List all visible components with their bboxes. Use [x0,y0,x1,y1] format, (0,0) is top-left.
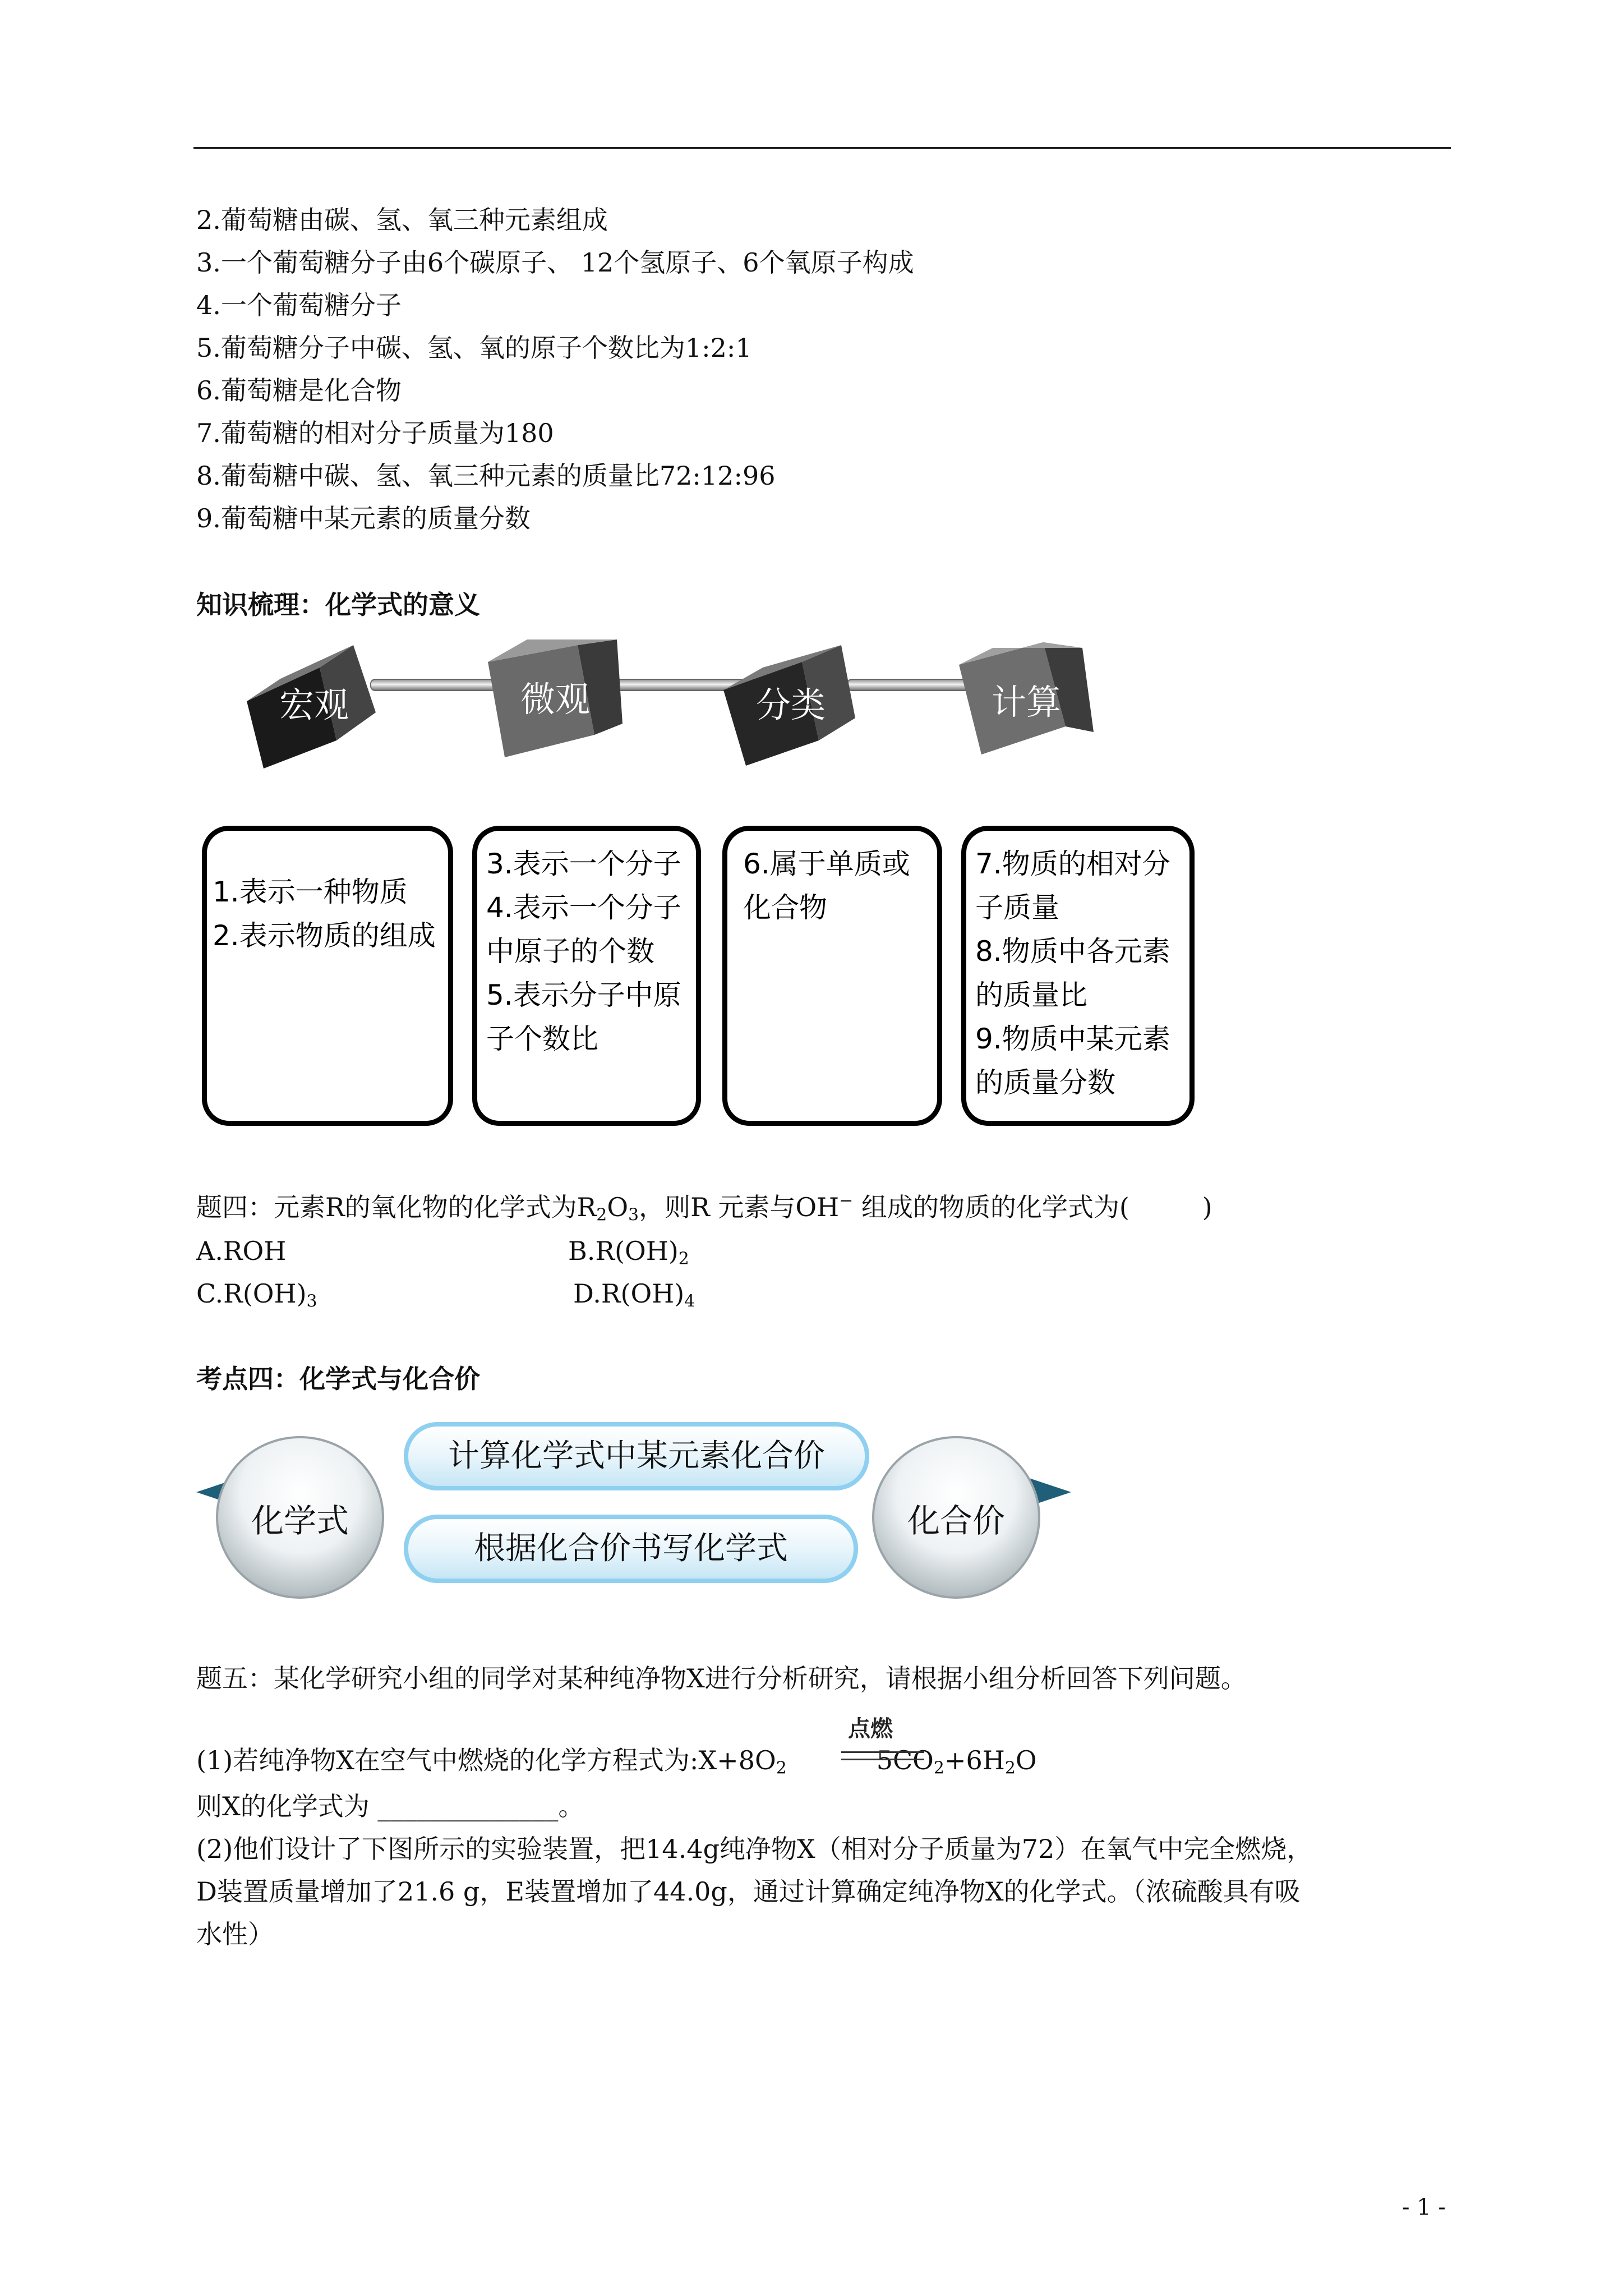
cube-macro [241,645,387,769]
box-line: 2.表示物质的组成 [213,919,436,952]
header-rule [193,147,1451,149]
question-5-part-2: (2)他们设计了下图所示的实验装置，把14.4g纯净物X（相对分子质量为72）在氧气中完全燃烧， [196,1834,1313,1864]
cube-label: 微观 [520,679,590,720]
question-5-part-2: D装置质量增加了21.6 g，E装置增加了44.0g，通过计算确定纯净物X的化学式。（浓硫酸具有吸 [196,1876,1301,1907]
text-line: 2.葡萄糖由碳、氢、氧三种元素组成 [196,205,608,235]
cube-label: 计算 [991,682,1061,723]
question-5-intro: 题五：某化学研究小组的同学对某种纯净物X进行分析研究，请根据小组分析回答下列问题。 [196,1663,1247,1694]
question-5-part-1: (1)若纯净物X在空气中燃烧的化学方程式为$:X+8O_2$ $5CO_2+6H_2O$ [196,1745,1037,1778]
option-a: A.ROH [196,1236,287,1266]
reaction-equals-sign [841,1751,924,1760]
cube-micro [482,639,628,763]
section-heading: 考点四：化学式与化合价 [196,1364,480,1394]
box-line: 中原子的个数 [486,935,654,968]
text-line: 8.葡萄糖中碳、氢、氧三种元素的质量比72:12:96 [196,461,776,491]
box-line: 6.属于单质或 [743,848,910,880]
box-line: 子质量 [975,891,1059,924]
box-line: 7.物质的相对分 [975,848,1170,880]
circle-label: 化学式 [251,1502,349,1540]
circle-valence [872,1436,1040,1599]
pill-calculate-valence: 计算化学式中某元素化合价 [404,1422,869,1490]
section-heading: 知识梳理：化学式的意义 [196,590,480,620]
text-line: 9.葡萄糖中某元素的质量分数 [196,503,531,533]
page-number: - 1 - [1402,2194,1446,2220]
meaning-box-calculation [961,826,1195,1126]
circle-label: 化合价 [907,1502,1005,1540]
option-c: $C.R(OH)_3$ [196,1278,317,1312]
circle-chemical-formula [216,1436,384,1599]
box-line: 化合物 [743,891,827,924]
box-line: 子个数比 [486,1023,598,1055]
box-line: 9.物质中某元素 [975,1023,1170,1055]
cube-label: 宏观 [279,684,349,725]
box-line: 的质量比 [975,979,1087,1011]
box-line: 的质量分数 [975,1066,1115,1099]
question-5-part-2: 水性） [196,1919,274,1949]
box-line: 8.物质中各元素 [975,935,1170,968]
text-line: 4.一个葡萄糖分子 [196,290,402,320]
question-5-answer-line: 则X的化学式为 ______________。 [196,1791,584,1821]
box-line: 1.表示一种物质 [213,876,408,908]
text-line: 7.葡萄糖的相对分子质量为180 [196,418,554,448]
text-line: 5.葡萄糖分子中碳、氢、氧的原子个数比为1:2:1 [196,333,752,363]
question-4-stem: 题四：元素R的氧化物的化学式为$R_2O_3$，则R 元素与OH− 组成的物质的化学式为( ) [196,1191,1212,1225]
option-d: $D.R(OH)_4$ [573,1278,695,1312]
reaction-condition: 点燃 [848,1716,893,1742]
text-line: 3.一个葡萄糖分子由6个碳原子、 12个氢原子、6个氧原子构成 [196,247,914,278]
meaning-box-classification [722,826,942,1126]
cube-label: 分类 [755,684,826,725]
box-line: 4.表示一个分子 [486,891,681,924]
box-line: 3.表示一个分子 [486,848,681,880]
pill-write-formula: 根据化合价书写化学式 [404,1515,858,1583]
meaning-box-micro [472,826,701,1126]
box-line: 5.表示分子中原 [486,979,681,1011]
option-b: $B.R(OH)_2$ [568,1236,689,1269]
cube-calculation [953,642,1099,766]
cube-classification [718,645,864,769]
meaning-box-macro [202,826,453,1126]
text-line: 6.葡萄糖是化合物 [196,375,402,406]
